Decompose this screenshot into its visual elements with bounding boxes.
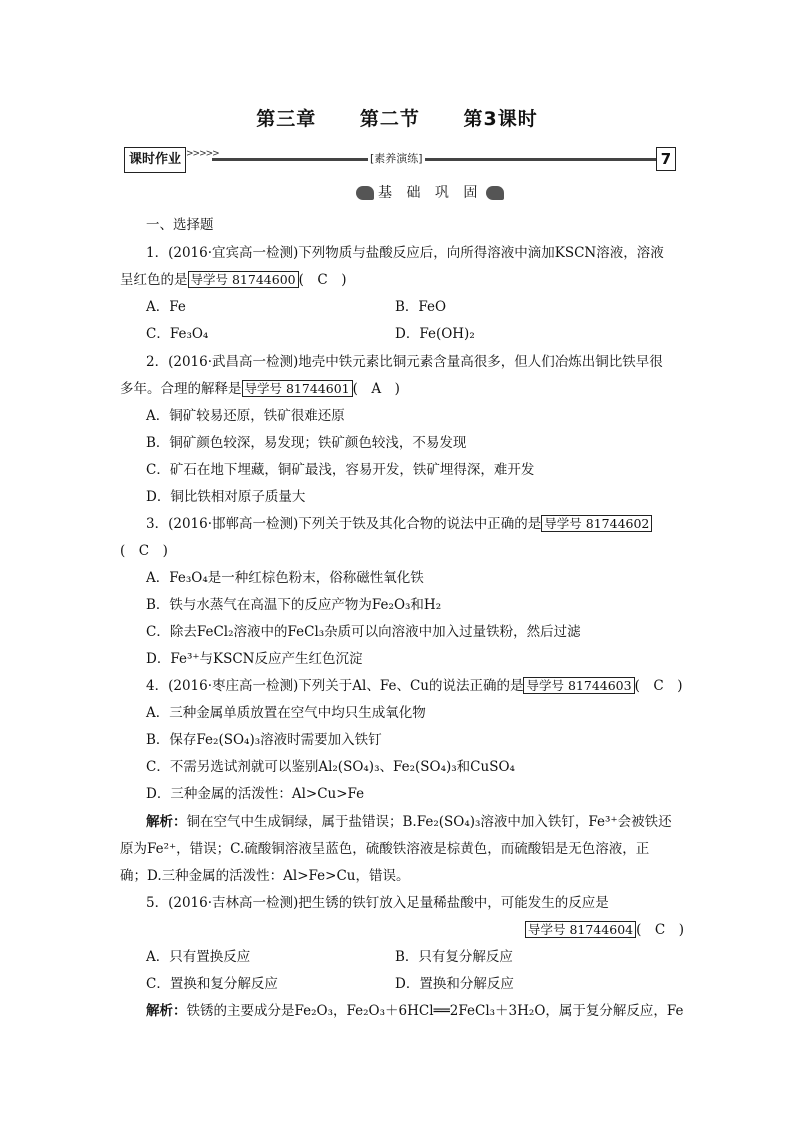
q2-option-a: A．铜矿较易还原，铁矿很难还原 <box>146 408 345 424</box>
q4-explanation-label: 解析： <box>146 814 187 830</box>
open-quote-icon <box>356 186 374 200</box>
q5-option-d: D．置换和分解反应 <box>395 976 514 992</box>
section-title: 第二节 <box>359 108 420 130</box>
q5-answer: ( C ) <box>636 922 684 938</box>
q2-stem-line2: 多年。合理的解释是 导学号 81744601 ( A ) <box>120 381 400 397</box>
q2-option-d: D．铜比铁相对原子质量大 <box>146 489 306 505</box>
q1-answer: ( C ) <box>298 272 347 288</box>
homework-label: 课时作业 <box>124 147 186 173</box>
q5-stem-line1: 5．(2016·吉林高一检测)把生锈的铁钉放入足量稀盐酸中，可能发生的反应是 <box>146 895 609 911</box>
q4-explanation-line3: 确；D.三种金属的活泼性：Al>Fe>Cu，错误。 <box>120 868 410 884</box>
q5-option-c: C．置换和复分解反应 <box>146 976 278 992</box>
q3-answer: ( C ) <box>120 543 168 559</box>
header-rule <box>212 158 656 161</box>
q1-option-d: D．Fe(OH)₂ <box>395 326 475 342</box>
lesson-title: 第3课时 <box>463 108 538 130</box>
section-heading <box>352 182 508 202</box>
practice-tag: [素养演练] <box>370 152 423 165</box>
q4-answer: ( C ) <box>634 678 683 694</box>
heading-choice: 一、选择题 <box>146 217 214 233</box>
q4-option-a: A．三种金属单质放置在空气中均只生成氧化物 <box>146 705 426 721</box>
q1-stem-line2: 呈红色的是 导学号 81744600 ( C ) <box>120 272 347 288</box>
q5-explanation-line1: 解析：铁锈的主要成分是Fe₂O₃，Fe₂O₃＋6HCl══2FeCl₃＋3H₂O，属于复分解反应，Fe <box>146 1003 684 1019</box>
q2-code: 导学号 81744601 <box>242 380 353 397</box>
q4-code: 导学号 81744603 <box>523 677 634 694</box>
q1-option-b: B．FeO <box>395 299 447 315</box>
q5-code: 导学号 81744604 <box>525 921 636 938</box>
q1-stem-line1: 1．(2016·宜宾高一检测)下列物质与盐酸反应后，向所得溶液中滴加KSCN溶液，溶液 <box>146 245 664 261</box>
q3-stem-line1: 3．(2016·邯郸高一检测)下列关于铁及其化合物的说法中正确的是 导学号 81744602 <box>146 512 652 532</box>
close-quote-icon <box>486 186 504 200</box>
q3-option-c: C．除去FeCl₂溶液中的FeCl₃杂质可以向溶液中加入过量铁粉，然后过滤 <box>146 624 581 640</box>
q2-option-b: B．铜矿颜色较深，易发现；铁矿颜色较浅，不易发现 <box>146 435 467 451</box>
q5-option-a: A．只有置换反应 <box>146 949 251 965</box>
q3-code: 导学号 81744602 <box>541 515 652 532</box>
q3-option-b: B．铁与水蒸气在高温下的反应产物为Fe₂O₃和H₂ <box>146 597 442 613</box>
q1-option-a: A．Fe <box>146 299 186 315</box>
q4-explanation-line2: 原为Fe²⁺，错误；C.硫酸铜溶液呈蓝色，硫酸铁溶液是棕黄色，而硫酸铝是无色溶液，正 <box>120 841 650 857</box>
q1-option-c: C．Fe₃O₄ <box>146 326 209 342</box>
q5-explanation-label: 解析： <box>146 1003 187 1019</box>
q5-code-line <box>525 918 684 938</box>
arrows-decoration: >>>>> <box>186 149 219 159</box>
q4-stem-line1: 4．(2016·枣庄高一检测)下列关于Al、Fe、Cu的说法正确的是 导学号 81744603 ( C ) <box>146 678 683 694</box>
q4-explanation-line1: 解析：铜在空气中生成铜绿，属于盐错误；B.Fe₂(SO₄)₃溶液中加入铁钉，Fe³⁺会被铁还 <box>146 814 672 830</box>
q5-option-b: B．只有复分解反应 <box>395 949 513 965</box>
q2-option-c: C．矿石在地下埋藏，铜矿最浅，容易开发，铁矿埋得深，难开发 <box>146 462 535 478</box>
q1-code: 导学号 81744600 <box>188 271 299 288</box>
page-number: 7 <box>656 147 676 171</box>
section-heading-text: 基 础 巩 固 <box>378 185 483 201</box>
q3-option-d: D．Fe³⁺与KSCN反应产生红色沉淀 <box>146 651 363 667</box>
q3-option-a: A．Fe₃O₄是一种红棕色粉末，俗称磁性氧化铁 <box>146 570 424 586</box>
page-title <box>0 104 794 131</box>
q2-answer: ( A ) <box>352 381 400 397</box>
q4-option-c: C．不需另选试剂就可以鉴别Al₂(SO₄)₃、Fe₂(SO₄)₃和CuSO₄ <box>146 759 515 775</box>
q4-option-b: B．保存Fe₂(SO₄)₃溶液时需要加入铁钉 <box>146 732 382 748</box>
q2-stem-line1: 2．(2016·武昌高一检测)地壳中铁元素比铜元素含量高很多，但人们冶炼出铜比铁早很 <box>146 354 663 370</box>
chapter-title: 第三章 <box>256 108 317 130</box>
q4-option-d: D．三种金属的活泼性：Al>Cu>Fe <box>146 786 365 802</box>
